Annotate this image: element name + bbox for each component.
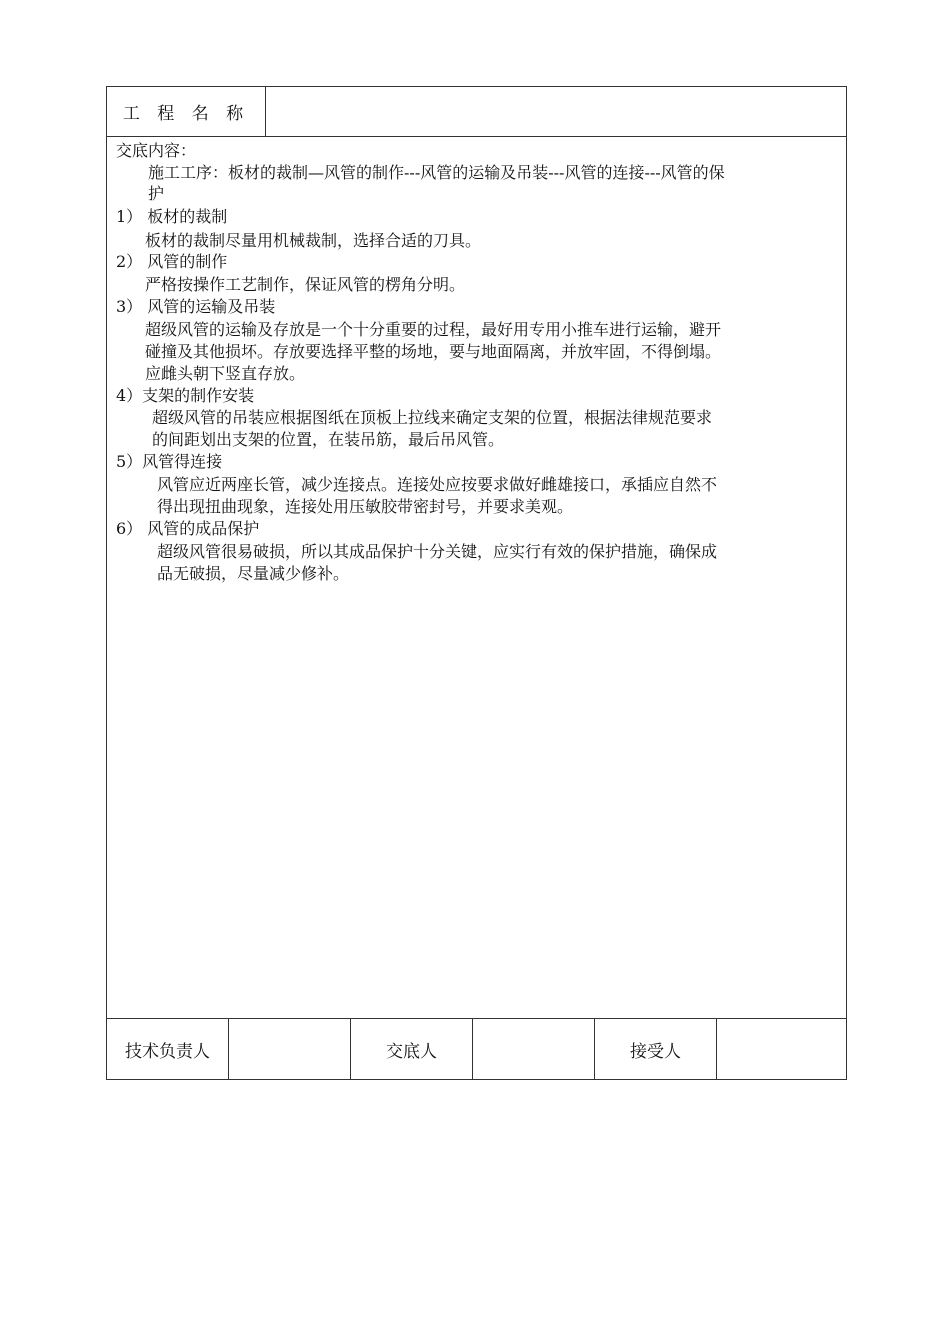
section-text: 超级风管的运输及存放是一个十分重要的过程，最好用专用小推车进行运输，避开 xyxy=(145,320,722,339)
disclosure-content xyxy=(107,137,846,1018)
section-text: 超级风管的吊装应根据图纸在顶板上拉线来确定支架的位置，根据法律规范要求 xyxy=(152,408,713,427)
receiver-field[interactable] xyxy=(717,1019,846,1080)
content-title: 交底内容： xyxy=(116,141,197,160)
discloser-field[interactable] xyxy=(473,1019,595,1080)
project-name-label: 工 程 名 称 xyxy=(107,87,266,136)
project-name-row xyxy=(107,87,846,137)
section-text: 碰撞及其他损坏。存放要选择平整的场地，要与地面隔离，并放牢固，不得倒塌。 xyxy=(145,342,722,361)
section-heading: 3） 风管的运输及吊装 xyxy=(116,297,276,316)
procedure-line-cont: 护 xyxy=(148,184,165,203)
disclosure-form xyxy=(106,86,847,1080)
receiver-label: 接受人 xyxy=(595,1019,717,1080)
section-heading: 5）风管得连接 xyxy=(116,452,223,471)
section-heading: 4）支架的制作安装 xyxy=(116,386,255,405)
section-text: 严格按操作工艺制作，保证风管的楞角分明。 xyxy=(145,275,466,294)
procedure-line: 施工工序：板材的裁制—风管的制作---风管的运输及吊装---风管的连接---风管的保 xyxy=(148,163,725,182)
signature-row xyxy=(107,1018,846,1080)
discloser-label: 交底人 xyxy=(351,1019,473,1080)
section-text: 超级风管很易破损，所以其成品保护十分关键，应实行有效的保护措施，确保成 xyxy=(157,542,718,561)
section-text: 品无破损，尽量减少修补。 xyxy=(157,564,350,583)
section-text: 风管应近两座长管，减少连接点。连接处应按要求做好雌雄接口，承插应自然不 xyxy=(157,475,718,494)
section-text: 的间距划出支架的位置，在装吊筋，最后吊风管。 xyxy=(152,430,505,449)
tech-lead-label: 技术负责人 xyxy=(107,1019,229,1080)
section-text: 板材的裁制尽量用机械裁制，选择合适的刀具。 xyxy=(145,231,482,250)
section-text: 得出现扭曲现象，连接处用压敏胶带密封号，并要求美观。 xyxy=(157,497,574,516)
project-name-field[interactable] xyxy=(266,87,846,136)
section-heading: 1） 板材的裁制 xyxy=(116,207,228,226)
section-heading: 2） 风管的制作 xyxy=(116,252,228,271)
section-heading: 6） 风管的成品保护 xyxy=(116,519,260,538)
tech-lead-field[interactable] xyxy=(229,1019,351,1080)
section-text: 应雌头朝下竖直存放。 xyxy=(145,364,306,383)
